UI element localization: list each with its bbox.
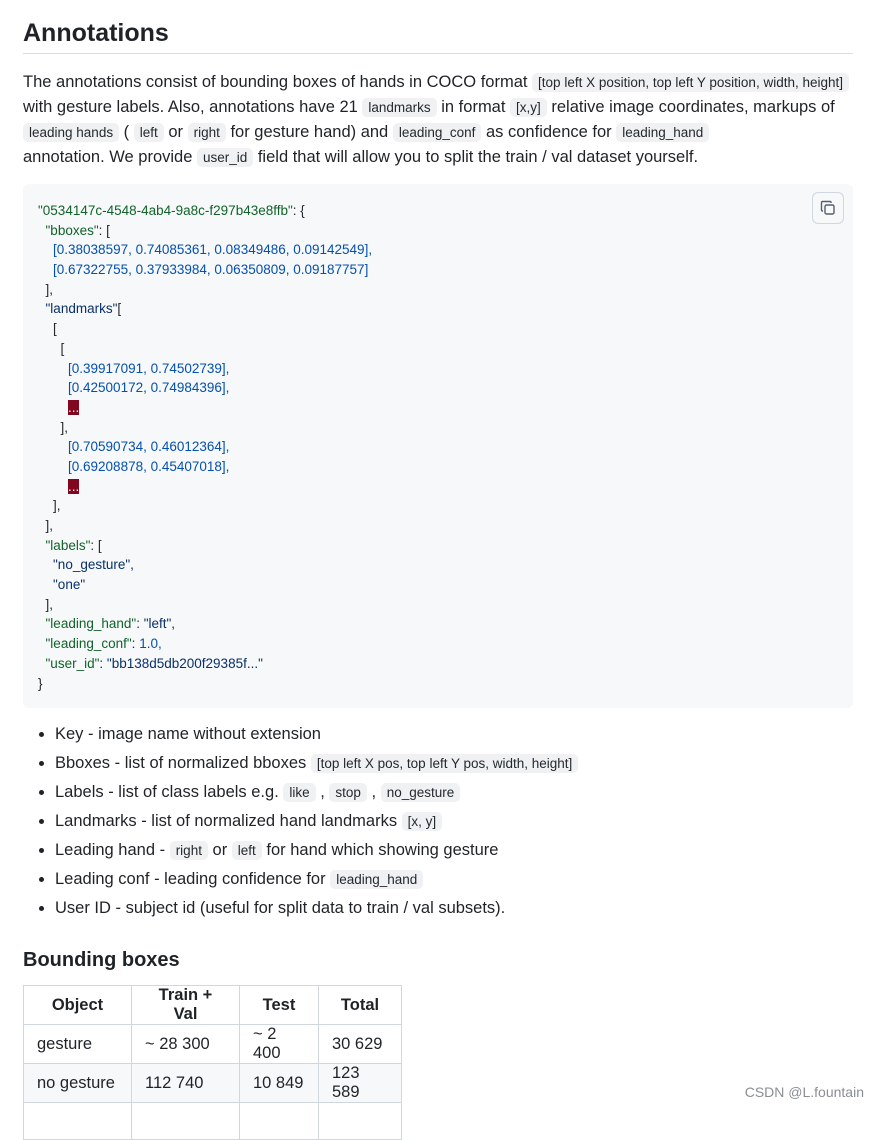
code-key: "leading_hand" (45, 616, 137, 632)
code-line (38, 654, 853, 674)
text: Bboxes - list of normalized bboxes (55, 754, 311, 772)
section-heading: Bounding boxes (23, 949, 180, 971)
code-line (38, 536, 853, 556)
text: with gesture labels. Also, annotations have 21 (23, 98, 363, 116)
code-number: [0.67322755, 0.37933984, 0.06350809, 0.09187757] (53, 262, 369, 278)
column-header: Train + Val (132, 986, 240, 1025)
page-title: Annotations (23, 0, 853, 54)
text: Leading hand - (55, 841, 170, 859)
text: The annotations consist of bounding boxes of hands in COCO format (23, 73, 533, 91)
code-line (38, 260, 853, 280)
code-line (38, 299, 853, 319)
table-cell (240, 1103, 319, 1140)
code-string: "left", (143, 616, 176, 632)
inline-code: [top left X pos, top left Y pos, width, height] (311, 754, 578, 773)
list-item (55, 720, 853, 749)
copy-button[interactable] (812, 192, 844, 224)
code-number: 1.0, (139, 636, 162, 652)
code-line (38, 634, 853, 654)
code-line (38, 575, 853, 595)
code-key: "bboxes" (45, 222, 99, 238)
code-key: "0534147c-4548-4ab4-9a8c-f297b43e8ffb" (38, 203, 293, 218)
list-item (55, 836, 853, 865)
code-string: "no_gesture", (53, 557, 134, 573)
code-string: "one" (53, 577, 86, 593)
text: or (207, 841, 232, 859)
table-cell: no gesture (24, 1064, 132, 1103)
code-punct: : (136, 616, 144, 632)
code-punct: : (99, 655, 107, 671)
table-cell: 30 629 (319, 1025, 402, 1064)
intro-paragraph (23, 70, 853, 170)
column-header: Object (24, 986, 132, 1025)
code-line (38, 614, 853, 634)
document (23, 0, 853, 1140)
inline-code: leading_hand (616, 123, 709, 142)
text: relative image coordinates, markups of (546, 98, 835, 116)
field-list (23, 720, 853, 923)
code-line (38, 674, 853, 694)
code-number: [0.38038597, 0.74085361, 0.08349486, 0.09142549], (53, 242, 373, 258)
table-cell: ~ 28 300 (132, 1025, 240, 1064)
watermark: CSDN @L.fountain (744, 1084, 864, 1100)
code-punct: } (38, 675, 43, 691)
inline-code: landmarks (362, 98, 436, 117)
text: or (163, 123, 188, 141)
inline-code: leading hands (23, 123, 119, 142)
column-header: Total (319, 986, 402, 1025)
inline-code: [top left X position, top left Y position, width, height] (532, 73, 849, 92)
inline-code: like (283, 783, 315, 802)
table-cell (24, 1103, 132, 1140)
code-punct: : [ (90, 537, 102, 553)
code-line (38, 319, 853, 339)
code-punct: ], (45, 596, 54, 612)
inline-code: left (232, 841, 262, 860)
text: annotation. We provide (23, 148, 197, 166)
code-line (38, 496, 853, 516)
text: as confidence for (481, 123, 617, 141)
table-cell: 123 589 (319, 1064, 402, 1103)
table-row (24, 1103, 402, 1140)
inline-code: leading_conf (393, 123, 482, 142)
table-cell: ~ 2 400 (240, 1025, 319, 1064)
code-punct: : { (292, 203, 305, 218)
code-punct: [ (53, 321, 57, 337)
code-line (38, 240, 853, 260)
table-cell: 112 740 (132, 1064, 240, 1103)
code-block (23, 184, 853, 708)
code-ellipsis: ... (68, 478, 80, 494)
text: , (366, 783, 381, 801)
list-item (55, 865, 853, 894)
text: for gesture hand) and (225, 123, 393, 141)
table-cell (319, 1103, 402, 1140)
code-line (38, 378, 853, 398)
bbox-table (23, 985, 402, 1140)
inline-code: [x, y] (402, 812, 443, 831)
list-item (55, 778, 853, 807)
text: Landmarks - list of normalized hand landmarks (55, 812, 402, 830)
code-key: "labels" (45, 537, 91, 553)
column-header: Test (240, 986, 319, 1025)
code-line (38, 221, 853, 241)
code-line (38, 477, 853, 497)
inline-code: user_id (197, 148, 253, 167)
code-line (38, 359, 853, 379)
code-punct: [ (60, 340, 65, 356)
code-line (38, 437, 853, 457)
code-line (38, 398, 853, 418)
code-punct: ], (45, 281, 54, 297)
code-line (38, 555, 853, 575)
text: User ID - subject id (useful for split data to train / val subsets). (55, 899, 506, 917)
text: field that will allow you to split the train / val dataset yourself. (253, 148, 699, 166)
text: for hand which showing gesture (261, 841, 499, 859)
code-punct: [ (117, 301, 122, 317)
inline-code: left (134, 123, 164, 142)
code-line (38, 280, 853, 300)
code-number: [0.69208878, 0.45407018], (68, 458, 230, 474)
inline-code: stop (329, 783, 367, 802)
code-line (38, 595, 853, 615)
text: Key - image name without extension (55, 725, 321, 743)
inline-code: leading_hand (330, 870, 423, 889)
inline-code: right (188, 123, 226, 142)
code-punct: ], (53, 498, 61, 514)
list-item (55, 749, 853, 778)
table-cell (132, 1103, 240, 1140)
text: ( (119, 123, 134, 141)
copy-icon (820, 200, 836, 216)
list-item (55, 807, 853, 836)
code-number: [0.70590734, 0.46012364], (68, 439, 230, 455)
text: in format (436, 98, 511, 116)
code-line (38, 457, 853, 477)
code-punct: ], (45, 518, 54, 533)
code-string: "bb138d5db200f29385f..." (106, 655, 263, 671)
table-header-row (24, 986, 402, 1025)
code-line (38, 339, 853, 359)
inline-code: right (170, 841, 208, 860)
table-row (24, 1064, 402, 1103)
list-item (55, 894, 853, 923)
text: Leading conf - leading confidence for (55, 870, 331, 888)
code-ellipsis: ... (68, 399, 80, 415)
code-number: [0.39917091, 0.74502739], (68, 360, 230, 376)
code-punct: : (131, 636, 140, 652)
code-punct: : [ (98, 222, 110, 238)
inline-code: [x,y] (510, 98, 547, 117)
code-punct: ], (60, 419, 69, 435)
inline-code: no_gesture (381, 783, 461, 802)
code-number: [0.42500172, 0.74984396], (68, 380, 230, 396)
table-row (24, 1025, 402, 1064)
code-key: "user_id" (45, 655, 100, 671)
code-line (38, 418, 853, 438)
text: , (315, 783, 330, 801)
table-cell: 10 849 (240, 1064, 319, 1103)
code-line (38, 201, 853, 221)
code-key: "landmarks" (45, 301, 118, 317)
code-key: "leading_conf" (45, 636, 132, 652)
text: Labels - list of class labels e.g. (55, 783, 284, 801)
table-cell: gesture (24, 1025, 132, 1064)
code-line (38, 516, 853, 536)
